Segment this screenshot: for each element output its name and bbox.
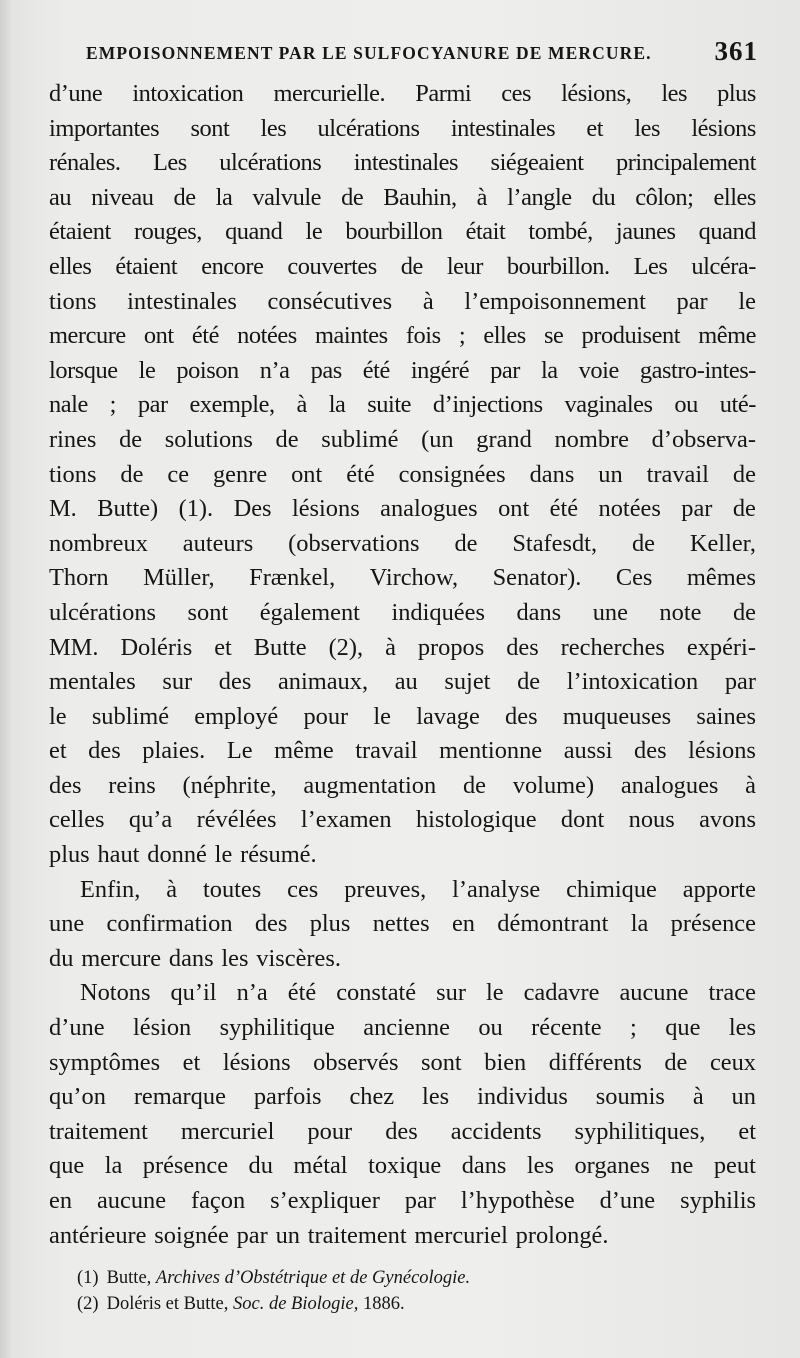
footnote-author: Doléris et Butte,: [106, 1294, 229, 1314]
text-line: rines de solutions de sublimé (un grand nombre d’observa-: [49, 425, 756, 453]
text-line: d’une lésion syphilitique ancienne ou récente ; que les: [49, 1014, 756, 1042]
text-line: mentales sur des animaux, au sujet de l’intoxication par: [49, 668, 756, 696]
text-line: du mercure dans les viscères.: [49, 944, 341, 972]
text-line: celles qu’a révélées l’examen histologique dont nous avons: [49, 806, 756, 834]
running-header: [86, 36, 758, 70]
text-line: tions de ce genre ont été consignées dans un travail de: [49, 460, 756, 488]
text-line: Enfin, à toutes ces preuves, l’analyse chimique apporte: [80, 875, 756, 903]
text-line: M. Butte) (1). Des lésions analogues ont été notées par de: [49, 495, 756, 523]
footnote-work: Archives d’Obstétrique et de Gynécologie.: [155, 1268, 471, 1288]
paragraph: [49, 77, 756, 873]
text-line: traitement mercuriel pour des accidents syphilitiques, et: [49, 1117, 756, 1145]
text-line: Thorn Müller, Frænkel, Virchow, Senator). Ces mêmes: [49, 564, 756, 592]
running-title: EMPOISONNEMENT PAR LE SULFOCYANURE DE MERCURE.: [86, 43, 652, 63]
text-line: nombreux auteurs (observations de Stafesdt, de Keller,: [49, 529, 756, 557]
footnotes: [77, 1265, 737, 1317]
text-line: mercure ont été notées maintes fois ; elles se produisent même: [49, 322, 756, 350]
footnote: [77, 1265, 737, 1291]
text-line: étaient rouges, quand le bourbillon était tombé, jaunes quand: [49, 218, 756, 246]
text-line: Notons qu’il n’a été constaté sur le cadavre aucune trace: [80, 979, 756, 1007]
text-line: elles étaient encore couvertes de leur bourbillon. Les ulcéra-: [49, 252, 756, 280]
text-line: plus haut donné le résumé.: [49, 841, 317, 869]
text-line: au niveau de la valvule de Bauhin, à l’angle du côlon; elles: [49, 183, 756, 211]
text-line: qu’on remarque parfois chez les individus soumis à un: [49, 1083, 756, 1111]
text-line: nale ; par exemple, à la suite d’injections vaginales ou uté-: [49, 391, 756, 419]
text-line: que la présence du métal toxique dans les organes ne peut: [49, 1152, 756, 1180]
text-line: et des plaies. Le même travail mentionne aussi des lésions: [49, 737, 756, 765]
footnote-marker: (1): [77, 1268, 99, 1288]
text-line: lorsque le poison n’a pas été ingéré par la voie gastro-intes-: [49, 356, 756, 384]
body-text: [49, 77, 756, 1253]
footnote-detail: 1886.: [362, 1294, 405, 1314]
text-line: antérieure soignée par un traitement mercuriel prolongé.: [49, 1221, 609, 1249]
page-number: 361: [714, 36, 758, 66]
footnote-work: Soc. de Biologie,: [232, 1294, 359, 1314]
text-line: MM. Doléris et Butte (2), à propos des recherches expéri-: [49, 633, 756, 661]
footnote-marker: (2): [77, 1294, 99, 1314]
text-line: en aucune façon s’expliquer par l’hypothèse d’une syphilis: [49, 1187, 756, 1214]
text-line: tions intestinales consécutives à l’empoisonnement par le: [49, 287, 756, 315]
text-line: une confirmation des plus nettes en démontrant la présence: [49, 910, 756, 938]
text-line: rénales. Les ulcérations intestinales siégeaient principalement: [49, 149, 756, 177]
text-line: symptômes et lésions observés sont bien différents de ceux: [49, 1048, 756, 1076]
text-line: importantes sont les ulcérations intestinales et les lésions: [49, 114, 756, 142]
page-edge-shadow: [0, 0, 12, 1358]
footnote-author: Butte,: [106, 1268, 152, 1288]
text-line: des reins (néphrite, augmentation de volume) analogues à: [49, 771, 756, 799]
paragraph: [49, 976, 756, 1253]
text-line: d’une intoxication mercurielle. Parmi ces lésions, les plus: [49, 80, 756, 107]
paragraph: [49, 873, 756, 977]
footnote: [77, 1291, 737, 1317]
text-line: le sublimé employé pour le lavage des muqueuses saines: [49, 702, 756, 730]
text-line: ulcérations sont également indiquées dans une note de: [49, 598, 756, 626]
